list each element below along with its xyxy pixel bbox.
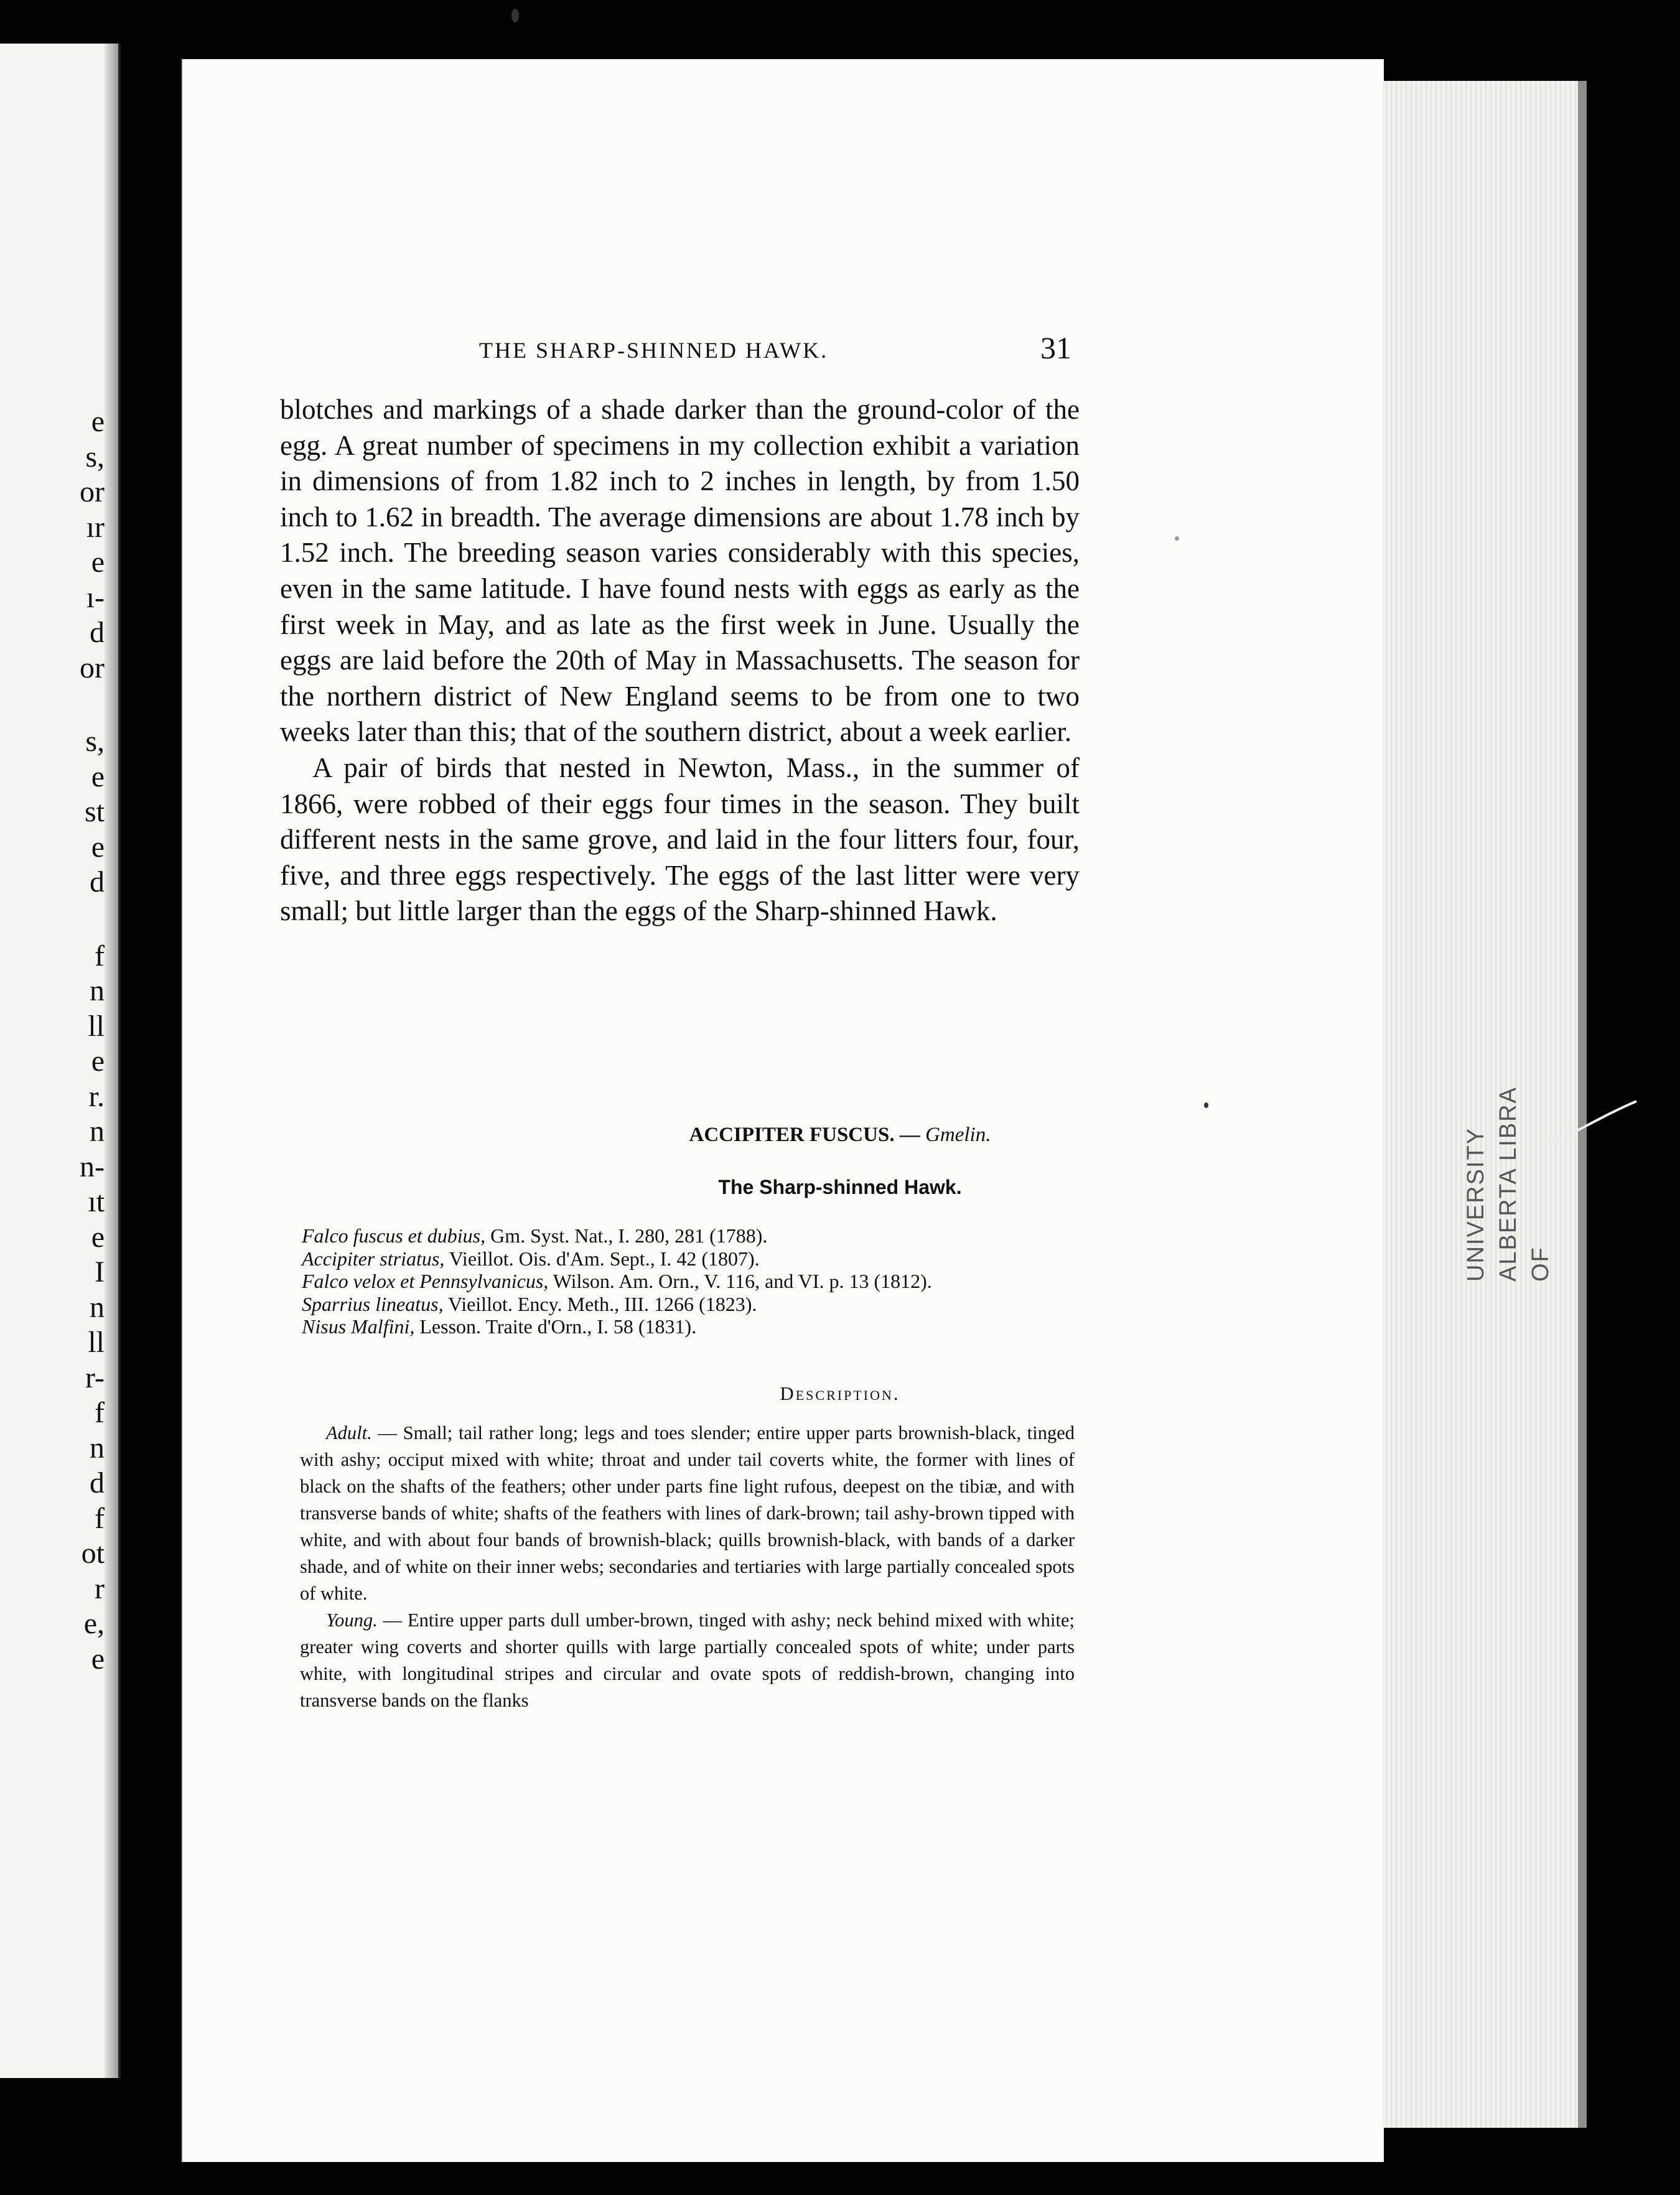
- left-page-fragment: ır: [86, 510, 105, 544]
- left-page-fragment: r: [95, 1572, 105, 1605]
- stamp-line-2: ALBERTA LIBRA: [1495, 1086, 1521, 1282]
- left-page-fragment: e: [91, 1045, 105, 1078]
- left-page: [0, 44, 121, 2078]
- description-heading: Description.: [780, 1382, 900, 1404]
- left-page-fragment: e: [91, 1220, 105, 1254]
- synonym-name: Falco fuscus et dubius,: [302, 1224, 486, 1247]
- left-page-fragment: ıt: [88, 1185, 105, 1218]
- left-page-fragment: n: [90, 1431, 105, 1465]
- left-page-fragment: d: [90, 616, 105, 649]
- left-page-fragment: I: [95, 1256, 105, 1289]
- left-page-fragment: ll: [88, 1326, 105, 1359]
- left-page-fragment: e: [91, 1642, 105, 1675]
- left-page-fragment: or: [80, 651, 105, 684]
- left-page-fragment: ı-: [86, 580, 105, 614]
- speck: [1175, 536, 1179, 541]
- synonym-name: Nisus Malfini,: [302, 1315, 415, 1338]
- main-page: [182, 59, 1384, 2162]
- running-head: THE SHARP-SHINNED HAWK.: [479, 338, 829, 363]
- left-page-fragment: d: [90, 1466, 105, 1499]
- left-page-fragment: s,: [85, 440, 105, 473]
- left-page-fragment: r-: [85, 1361, 105, 1394]
- left-page-fragment: n: [90, 1115, 105, 1148]
- common-name: The Sharp-shinned Hawk.: [718, 1176, 962, 1198]
- left-page-fragment: n-: [80, 1150, 105, 1183]
- left-page-fragment: ot: [81, 1537, 105, 1570]
- description-text: [300, 1420, 1075, 1714]
- description-paragraph: [300, 1607, 1075, 1714]
- synonym-entry: [302, 1224, 1098, 1247]
- left-page-fragment: e: [91, 830, 105, 864]
- description-label: Adult.: [326, 1422, 372, 1443]
- species-name: ACCIPITER FUSCUS. —: [689, 1124, 920, 1146]
- synonym-name: Accipiter striatus,: [302, 1247, 445, 1270]
- left-page-fragment: f: [95, 1501, 105, 1535]
- page-number: 31: [1040, 330, 1071, 365]
- synonym-name: Falco velox et Pennsylvanicus,: [302, 1270, 549, 1292]
- left-page-fragment: f: [95, 939, 105, 972]
- synonym-name: Sparrius lineatus,: [302, 1292, 444, 1315]
- synonym-citation: Lesson. Traite d'Orn., I. 58 (1831).: [414, 1315, 697, 1338]
- synonym-citation: Vieillot. Ois. d'Am. Sept., I. 42 (1807).: [444, 1247, 760, 1270]
- left-page-fragment: e: [91, 546, 105, 579]
- left-page-gutter: [105, 44, 118, 2078]
- left-page-fragment: r.: [88, 1079, 105, 1113]
- body-paragraph: blotches and markings of a shade darker than the ground-color of the egg. A great number of specimens in my collection exhibit a variation in dimensions of from 1.82 inch to 2 inches in length, by from 1.50 inch to 1.62 in breadth. The average dimensions are about 1.78 inch by 1.52 inch. The breeding season varies considerably with this species, even in the same latitude. I have found nests with eggs as early as the first week in May, and as late as the first week in June. Usually the eggs are laid before the 20th of May in Massachusetts. The season for the northern district of New England seems to be from one to two weeks later than this; that of the southern district, about a week earlier.: [280, 394, 1080, 748]
- stamp-line-1: UNIVERSITY: [1463, 1127, 1489, 1282]
- description-paragraph: [300, 1420, 1075, 1607]
- left-page-fragment: n: [90, 1290, 105, 1324]
- left-page-fragment: [0, 686, 105, 724]
- description-body: — Small; tail rather long; legs and toes slender; entire upper parts brownish-black, tinged with ashy; occiput mixed with white; throat and under tail coverts white, the former with lines of black on the shafts of the feathers; other under parts fine light rufous, deepest on the tibiæ, and with transverse bands of white; shafts of the feathers with lines of dark-brown; tail ashy-brown tipped with white, and with about four bands of brownish-black; quills brownish-black, with bands of a darker shade, and of white on their inner webs; secondaries and tertiaries with large partially concealed spots of white.: [300, 1422, 1075, 1604]
- speck: [1204, 1102, 1208, 1108]
- library-stamp: [1460, 958, 1554, 1282]
- synonym-entry: [302, 1270, 1098, 1293]
- left-page-fragment: s,: [85, 725, 105, 758]
- species-heading: [0, 1124, 1680, 1147]
- synonym-citation: Wilson. Am. Orn., V. 116, and VI. p. 13 (1812).: [548, 1270, 932, 1292]
- left-page-fragment: d: [90, 865, 105, 898]
- left-page-fragment: n: [90, 974, 105, 1007]
- synonym-entry: [302, 1247, 1098, 1270]
- description-label: Young.: [326, 1610, 378, 1631]
- synonym-citation: Vieillot. Ency. Meth., III. 1266 (1823).: [443, 1292, 757, 1315]
- left-page-text-fragments: [0, 404, 105, 1677]
- synonym-entry: [302, 1293, 1098, 1316]
- synonymy-list: [302, 1224, 1098, 1338]
- stamp-line-3: OF: [1528, 1246, 1554, 1282]
- left-page-fragment: ll: [88, 1009, 105, 1043]
- description-body: — Entire upper parts dull umber-brown, tinged with ashy; neck behind mixed with white; greater wing coverts and shorter quills with large partially concealed spots of white; under parts white, with longitudinal stripes and circular and ovate spots of reddish-brown, changing into transverse bands on the flanks: [300, 1610, 1075, 1711]
- left-page-fragment: e: [91, 405, 105, 438]
- left-page-fragment: [0, 900, 105, 939]
- species-author: Gmelin.: [925, 1124, 991, 1146]
- body-text: [280, 392, 1080, 930]
- left-page-fragment: e: [91, 760, 105, 793]
- left-page-fragment: st: [84, 795, 105, 828]
- left-page-fragment: f: [95, 1396, 105, 1429]
- left-page-fragment: e,: [83, 1607, 105, 1640]
- speck: [511, 9, 519, 22]
- body-paragraph: A pair of birds that nested in Newton, Mass., in the summer of 1866, were robbed of their eggs four times in the season. They built different nests in the same grove, and laid in the four litters four, four, five, and three eggs respectively. The eggs of the last litter were very small; but little larger than the eggs of the Sharp-shinned Hawk.: [280, 752, 1080, 927]
- synonym-citation: Gm. Syst. Nat., I. 280, 281 (1788).: [485, 1224, 768, 1247]
- synonym-entry: [302, 1315, 1098, 1338]
- left-page-fragment: or: [80, 475, 105, 508]
